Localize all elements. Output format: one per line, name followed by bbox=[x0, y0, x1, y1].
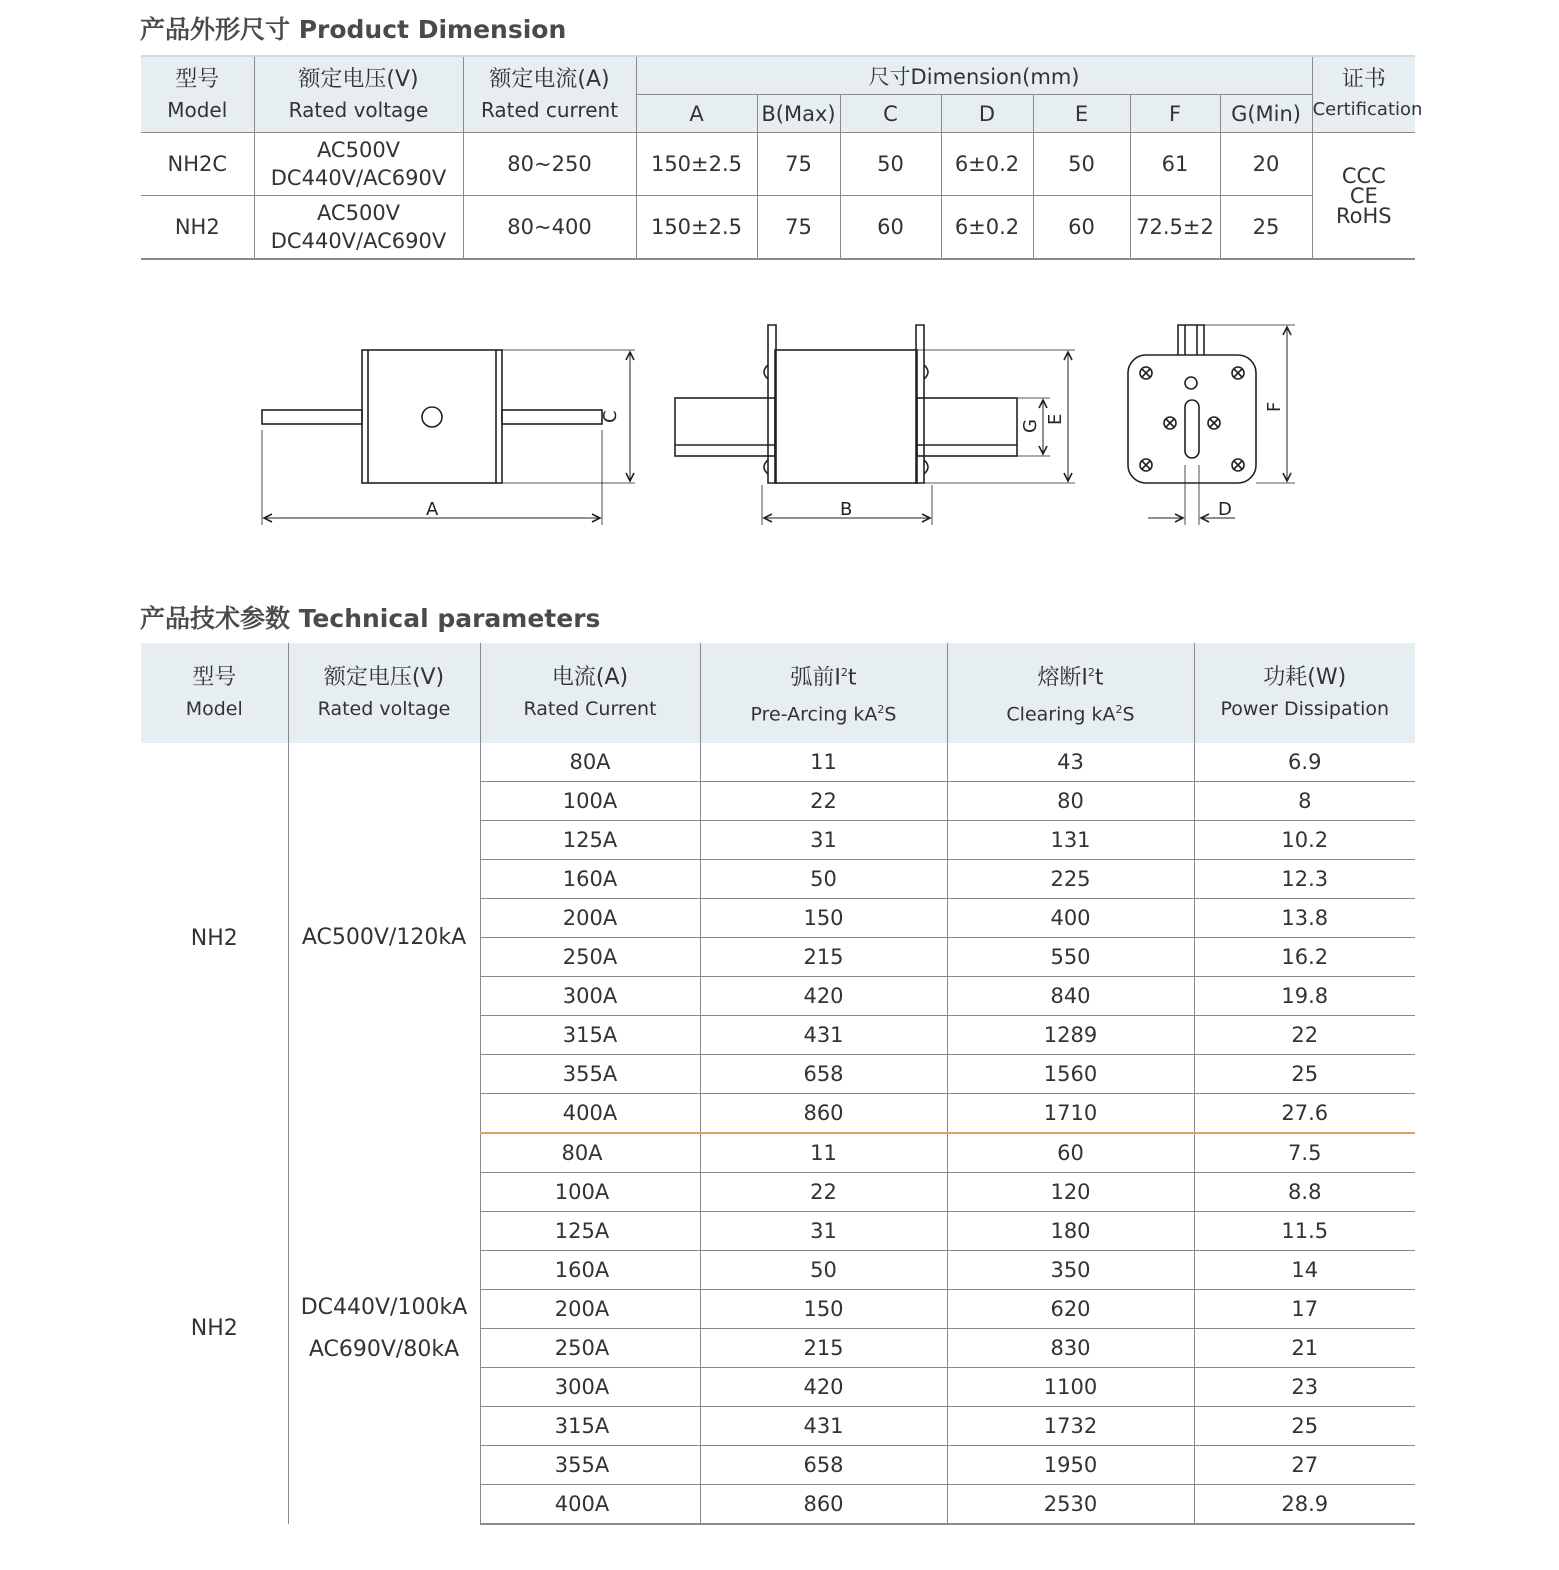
label-g: G bbox=[1020, 419, 1041, 433]
cell-current: 355A bbox=[480, 1055, 700, 1094]
header-model: 型号 Model bbox=[141, 643, 288, 743]
cell-current: 315A bbox=[480, 1407, 700, 1446]
cell-pre-arcing: 22 bbox=[700, 782, 947, 821]
header-rated-current: 电流(A) Rated Current bbox=[480, 643, 700, 743]
cell-c: 50 bbox=[840, 133, 941, 196]
cell-clearing: 60 bbox=[947, 1133, 1194, 1173]
cell-a: 150±2.5 bbox=[636, 133, 757, 196]
cell-power: 6.9 bbox=[1194, 743, 1415, 782]
header-col-e: E bbox=[1033, 95, 1130, 133]
header-col-d: D bbox=[941, 95, 1033, 133]
cell-clearing: 1710 bbox=[947, 1094, 1194, 1134]
header-rated-voltage: 额定电压(V) Rated voltage bbox=[288, 643, 480, 743]
cell-clearing: 550 bbox=[947, 938, 1194, 977]
cell-clearing: 840 bbox=[947, 977, 1194, 1016]
cell-current: 125A bbox=[480, 1212, 700, 1251]
header-col-a: A bbox=[636, 95, 757, 133]
cell-clearing: 2530 bbox=[947, 1485, 1194, 1525]
cell-voltage: AC500V DC440V/AC690V bbox=[254, 133, 463, 196]
cell-pre-arcing: 860 bbox=[700, 1094, 947, 1134]
cell-pre-arcing: 11 bbox=[700, 1133, 947, 1173]
cell-clearing: 1732 bbox=[947, 1407, 1194, 1446]
cell-pre-arcing: 431 bbox=[700, 1407, 947, 1446]
cell-current: 160A bbox=[480, 860, 700, 899]
label-f: F bbox=[1264, 401, 1285, 412]
label-d: D bbox=[1218, 499, 1232, 520]
cell-current: 80A bbox=[480, 743, 700, 782]
cell-power: 7.5 bbox=[1194, 1133, 1415, 1173]
cell-power: 8.8 bbox=[1194, 1173, 1415, 1212]
cell-current: 200A bbox=[480, 899, 700, 938]
cell-pre-arcing: 22 bbox=[700, 1173, 947, 1212]
cell-power: 8 bbox=[1194, 782, 1415, 821]
header-col-b: B(Max) bbox=[757, 95, 840, 133]
cell-current: 80A bbox=[480, 1133, 700, 1173]
end-view-drawing bbox=[1128, 325, 1295, 525]
cell-clearing: 131 bbox=[947, 821, 1194, 860]
header-col-g: G(Min) bbox=[1220, 95, 1312, 133]
label-e: E bbox=[1045, 413, 1066, 425]
cell-pre-arcing: 50 bbox=[700, 1251, 947, 1290]
cell-current: 355A bbox=[480, 1446, 700, 1485]
cell-power: 17 bbox=[1194, 1290, 1415, 1329]
header-clearing: 熔断$I^2t$ Clearing $kA^2S$ bbox=[947, 643, 1194, 743]
cell-pre-arcing: 150 bbox=[700, 899, 947, 938]
cell-clearing: 830 bbox=[947, 1329, 1194, 1368]
cell-clearing: 400 bbox=[947, 899, 1194, 938]
cell-current: 300A bbox=[480, 977, 700, 1016]
cell-c: 60 bbox=[840, 196, 941, 260]
cell-power: 27 bbox=[1194, 1446, 1415, 1485]
cell-e: 60 bbox=[1033, 196, 1130, 260]
cell-model: NH2C bbox=[141, 133, 254, 196]
cell-current: 80~250 bbox=[463, 133, 636, 196]
cell-pre-arcing: 860 bbox=[700, 1485, 947, 1525]
cell-clearing: 43 bbox=[947, 743, 1194, 782]
header-power-dissipation: 功耗(W) Power Dissipation bbox=[1194, 643, 1415, 743]
cell-current: 200A bbox=[480, 1290, 700, 1329]
cell-power: 11.5 bbox=[1194, 1212, 1415, 1251]
cell-current: 100A bbox=[480, 782, 700, 821]
cell-clearing: 80 bbox=[947, 782, 1194, 821]
label-a: A bbox=[426, 499, 439, 520]
cell-pre-arcing: 150 bbox=[700, 1290, 947, 1329]
cell-power: 28.9 bbox=[1194, 1485, 1415, 1525]
header-rated-current: 额定电流(A) Rated current bbox=[463, 56, 636, 133]
cell-power: 10.2 bbox=[1194, 821, 1415, 860]
cell-current: 80~400 bbox=[463, 196, 636, 260]
cell-b: 75 bbox=[757, 133, 840, 196]
cell-pre-arcing: 658 bbox=[700, 1055, 947, 1094]
cell-power: 21 bbox=[1194, 1329, 1415, 1368]
cell-power: 25 bbox=[1194, 1407, 1415, 1446]
cell-b: 75 bbox=[757, 196, 840, 260]
table-row bbox=[141, 133, 1415, 196]
cell-model: NH2 bbox=[141, 196, 254, 260]
front-view-drawing bbox=[675, 325, 1075, 525]
header-dimension: 尺寸Dimension(mm) bbox=[636, 56, 1312, 95]
cell-clearing: 620 bbox=[947, 1290, 1194, 1329]
cell-power: 22 bbox=[1194, 1016, 1415, 1055]
cell-clearing: 1560 bbox=[947, 1055, 1194, 1094]
cell-current: 100A bbox=[480, 1173, 700, 1212]
cell-rated-voltage: DC440V/100kA AC690V/80kA bbox=[288, 1133, 480, 1524]
cell-pre-arcing: 215 bbox=[700, 1329, 947, 1368]
side-view-drawing bbox=[262, 350, 635, 525]
cell-current: 400A bbox=[480, 1485, 700, 1525]
cell-current: 250A bbox=[480, 1329, 700, 1368]
cell-clearing: 1289 bbox=[947, 1016, 1194, 1055]
cell-power: 19.8 bbox=[1194, 977, 1415, 1016]
cell-current: 315A bbox=[480, 1016, 700, 1055]
label-c: C bbox=[600, 410, 621, 423]
label-b: B bbox=[840, 499, 853, 520]
cell-pre-arcing: 420 bbox=[700, 977, 947, 1016]
tech-section-title: 产品技术参数 Technical parameters bbox=[140, 604, 601, 633]
cell-pre-arcing: 50 bbox=[700, 860, 947, 899]
technical-parameters-table bbox=[141, 643, 1415, 1525]
cell-pre-arcing: 420 bbox=[700, 1368, 947, 1407]
cell-g: 20 bbox=[1220, 133, 1312, 196]
cell-clearing: 1950 bbox=[947, 1446, 1194, 1485]
cell-clearing: 225 bbox=[947, 860, 1194, 899]
cell-pre-arcing: 31 bbox=[700, 1212, 947, 1251]
cell-pre-arcing: 658 bbox=[700, 1446, 947, 1485]
cell-pre-arcing: 31 bbox=[700, 821, 947, 860]
cell-f: 61 bbox=[1130, 133, 1220, 196]
cell-power: 13.8 bbox=[1194, 899, 1415, 938]
cell-clearing: 120 bbox=[947, 1173, 1194, 1212]
cell-current: 400A bbox=[480, 1094, 700, 1134]
header-col-c: C bbox=[840, 95, 941, 133]
header-pre-arcing: 弧前$I^2t$ Pre-Arcing $kA^2S$ bbox=[700, 643, 947, 743]
cell-current: 300A bbox=[480, 1368, 700, 1407]
table-row bbox=[141, 1133, 1415, 1173]
cell-rated-voltage: AC500V/120kA bbox=[288, 743, 480, 1133]
cell-d: 6±0.2 bbox=[941, 133, 1033, 196]
table-row bbox=[141, 196, 1415, 260]
header-certification: 证书 Certification bbox=[1312, 56, 1415, 133]
cell-e: 50 bbox=[1033, 133, 1130, 196]
cell-current: 250A bbox=[480, 938, 700, 977]
dimension-table bbox=[141, 55, 1423, 260]
table-row bbox=[141, 743, 1415, 782]
cell-a: 150±2.5 bbox=[636, 196, 757, 260]
cell-power: 12.3 bbox=[1194, 860, 1415, 899]
cell-current: 160A bbox=[480, 1251, 700, 1290]
header-rated-voltage: 额定电压(V) Rated voltage bbox=[254, 56, 463, 133]
cell-clearing: 180 bbox=[947, 1212, 1194, 1251]
cell-voltage: AC500V DC440V/AC690V bbox=[254, 196, 463, 260]
cell-power: 27.6 bbox=[1194, 1094, 1415, 1134]
cell-d: 6±0.2 bbox=[941, 196, 1033, 260]
fuse-dimension-drawings bbox=[250, 315, 1310, 530]
cell-power: 25 bbox=[1194, 1055, 1415, 1094]
cell-clearing: 1100 bbox=[947, 1368, 1194, 1407]
cell-model: NH2 bbox=[141, 1133, 288, 1524]
cell-g: 25 bbox=[1220, 196, 1312, 260]
header-model: 型号 Model bbox=[141, 56, 254, 133]
cell-current: 125A bbox=[480, 821, 700, 860]
cell-pre-arcing: 11 bbox=[700, 743, 947, 782]
header-col-f: F bbox=[1130, 95, 1220, 133]
cell-certification: CCC CE RoHS bbox=[1312, 133, 1415, 260]
cell-power: 14 bbox=[1194, 1251, 1415, 1290]
cell-f: 72.5±2 bbox=[1130, 196, 1220, 260]
cell-pre-arcing: 431 bbox=[700, 1016, 947, 1055]
cell-power: 16.2 bbox=[1194, 938, 1415, 977]
cell-clearing: 350 bbox=[947, 1251, 1194, 1290]
dimension-section-title: 产品外形尺寸 Product Dimension bbox=[140, 15, 567, 44]
cell-pre-arcing: 215 bbox=[700, 938, 947, 977]
cell-model: NH2 bbox=[141, 743, 288, 1133]
cell-power: 23 bbox=[1194, 1368, 1415, 1407]
